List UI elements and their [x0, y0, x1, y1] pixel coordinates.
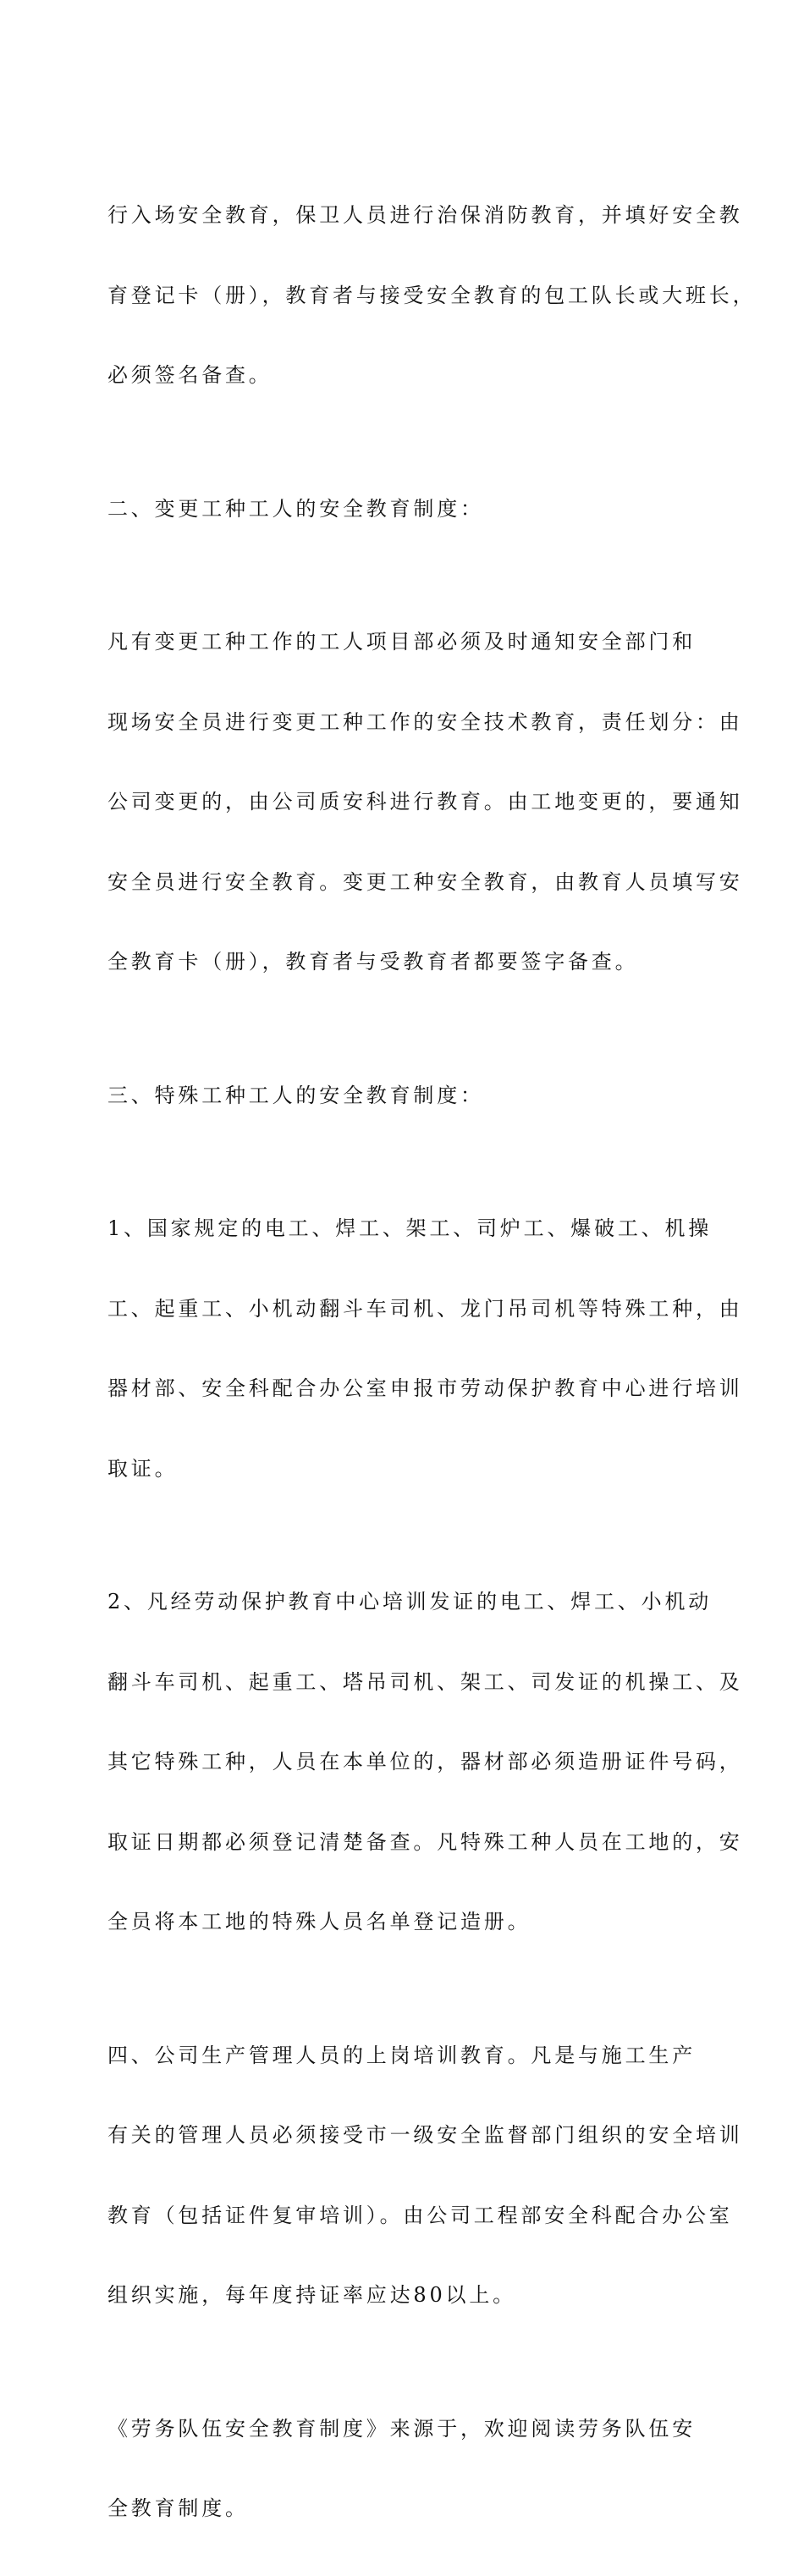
text-line: 凡有变更工种工作的工人项目部必须及时通知安全部门和 — [107, 630, 696, 654]
text-line: 2、凡经劳动保护教育中心培训发证的电工、焊工、小机动 — [107, 1590, 713, 1613]
text-line: 现场安全员进行变更工种工作的安全技术教育，责任划分：由 — [107, 709, 743, 734]
paragraph-section-3-item-1 — [107, 1162, 743, 1536]
text-line: 取证日期都必须登记清楚备查。凡特殊工种人员在工地的，安 — [107, 1829, 743, 1854]
document-body — [107, 149, 757, 2576]
paragraph-section-3-item-2 — [107, 1536, 743, 1989]
text-line: 翻斗车司机、起重工、塔吊司机、架工、司发证的机操工、及 — [107, 1669, 743, 1694]
paragraph-section-4 — [107, 1989, 743, 2363]
text-line: 其它特殊工种，人员在本单位的，器材部必须造册证件号码， — [107, 1750, 743, 1773]
section-heading-2 — [107, 443, 707, 576]
text-line: 育登记卡（册），教育者与接受安全教育的包工队长或大班长， — [107, 283, 757, 307]
text-line: 《劳务队伍安全教育制度》来源于，欢迎阅读劳务队伍安 — [107, 2416, 696, 2441]
text-line: 教育（包括证件复审培训）。由公司工程部安全科配合办公室 — [107, 2203, 733, 2227]
text-line: 全教育制度。 — [107, 2496, 249, 2520]
text-line: 有关的管理人员必须接受市一级安全监督部门组织的安全培训 — [107, 2123, 743, 2147]
heading-line: 二、变更工种工人的安全教育制度： — [107, 496, 484, 521]
text-line: 器材部、安全科配合办公室申报市劳动保护教育中心进行培训 — [107, 1376, 743, 1400]
text-line: 公司变更的，由公司质安科进行教育。由工地变更的，要通知 — [107, 790, 743, 814]
text-line: 全教育卡（册），教育者与受教育者都要签字备查。 — [107, 950, 639, 974]
section-heading-3 — [107, 1029, 707, 1163]
text-line: 安全员进行安全教育。变更工种安全教育，由教育人员填写安 — [107, 869, 743, 894]
text-line: 行入场安全教育，保卫人员进行治保消防教育，并填好安全教 — [107, 203, 743, 227]
text-line: 必须签名备查。 — [107, 363, 273, 387]
text-line: 全员将本工地的特殊人员名单登记造册。 — [107, 1910, 531, 1933]
paragraph-intro-continuation — [107, 149, 757, 443]
paragraph-section-2 — [107, 576, 743, 1029]
text-line: 组织实施，每年度持证率应达80以上。 — [107, 2283, 516, 2307]
text-line: 四、公司生产管理人员的上岗培训教育。凡是与施工生产 — [107, 2043, 696, 2067]
text-line: 工、起重工、小机动翻斗车司机、龙门吊司机等特殊工种，由 — [107, 1296, 743, 1321]
text-line: 1、国家规定的电工、焊工、架工、司炉工、爆破工、机操 — [107, 1216, 713, 1240]
paragraph-closing — [107, 2363, 707, 2576]
heading-line: 三、特殊工种工人的安全教育制度： — [107, 1083, 484, 1107]
text-line: 取证。 — [107, 1456, 179, 1481]
